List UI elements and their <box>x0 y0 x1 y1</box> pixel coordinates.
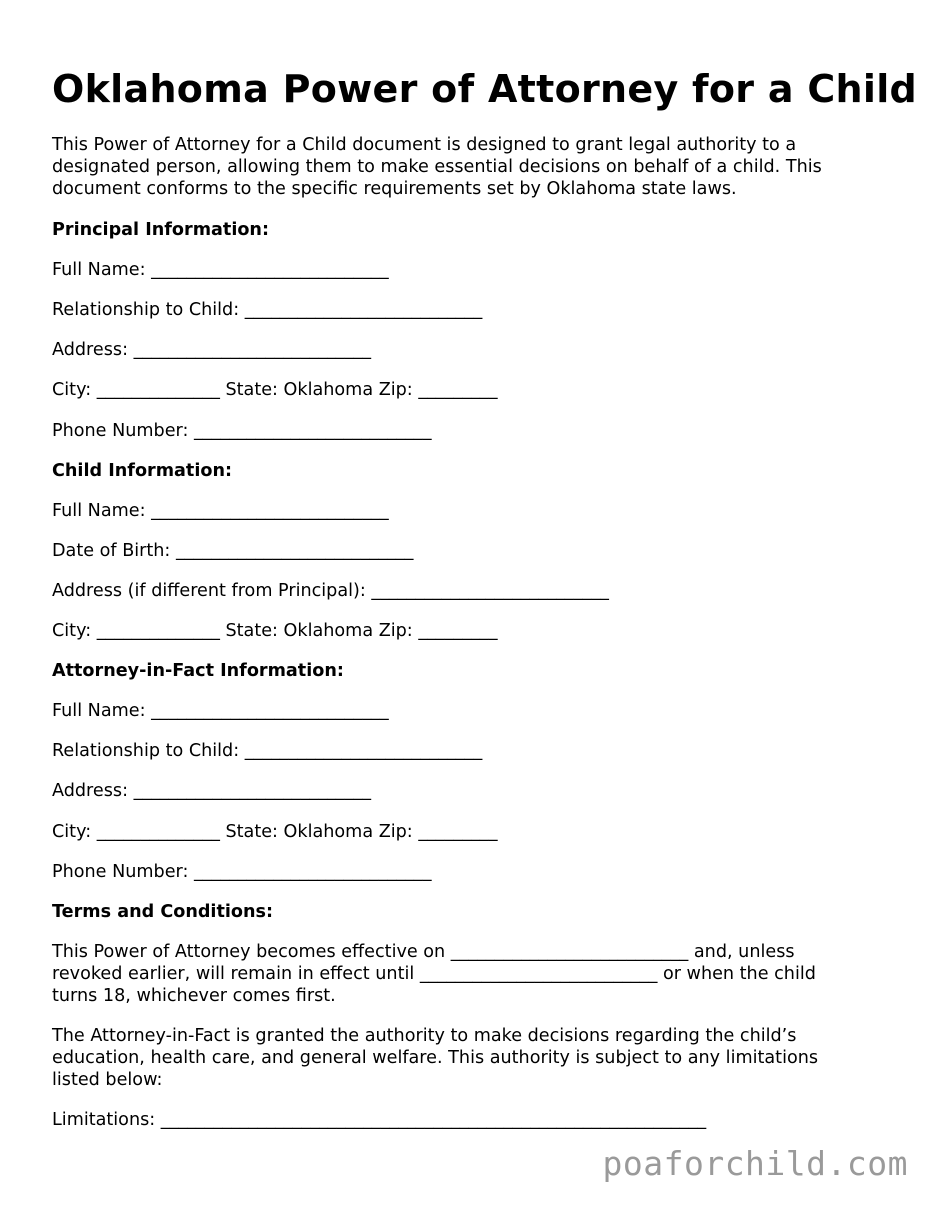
principal-full-name-field: Full Name: ___________________________ <box>52 260 389 280</box>
child-city-state-zip-field: City: ______________ State: Oklahoma Zip: _________ <box>52 621 498 641</box>
attorney-address-field: Address: ___________________________ <box>52 781 372 801</box>
child-full-name-field: Full Name: ___________________________ <box>52 501 389 521</box>
attorney-city-state-zip-field: City: ______________ State: Oklahoma Zip: _________ <box>52 822 498 842</box>
child-dob-field: Date of Birth: ___________________________ <box>52 541 414 561</box>
attorney-relationship-field: Relationship to Child: ___________________________ <box>52 741 483 761</box>
attorney-full-name-field: Full Name: ___________________________ <box>52 701 389 721</box>
principal-city-state-zip-field: City: ______________ State: Oklahoma Zip: _________ <box>52 380 498 400</box>
terms-heading: Terms and Conditions: <box>52 902 274 922</box>
principal-relationship-field: Relationship to Child: ___________________________ <box>52 300 483 320</box>
attorney-phone-field: Phone Number: ___________________________ <box>52 862 432 882</box>
child-heading: Child Information: <box>52 461 233 481</box>
principal-phone-field: Phone Number: ___________________________ <box>52 421 432 441</box>
attorney-heading: Attorney-in-Fact Information: <box>52 661 344 681</box>
site-watermark: poaforchild.com <box>602 1144 908 1183</box>
child-address-field: Address (if different from Principal): ___________________________ <box>52 581 609 601</box>
principal-heading: Principal Information: <box>52 220 269 240</box>
document-title: Oklahoma Power of Attorney for a Child <box>52 67 918 111</box>
terms-authority-paragraph: The Attorney-in-Fact is granted the authority to make decisions regarding the child’s education, health care, and general welfare. This authority is subject to any limitations listed below: <box>52 1026 819 1090</box>
intro-paragraph: This Power of Attorney for a Child document is designed to grant legal authority to a designated person, allowing them to make essential decisions on behalf of a child. This document conforms to the specific requirements set by Oklahoma state laws. <box>52 135 822 199</box>
principal-address-field: Address: ___________________________ <box>52 340 372 360</box>
terms-effective-paragraph: This Power of Attorney becomes effective on ___________________________ and, unless revoked earlier, will remain in effect until ___________________________ or when the child turns 18, whichever comes first. <box>52 942 816 1006</box>
limitations-field: Limitations: ______________________________________________________________ <box>52 1110 707 1130</box>
